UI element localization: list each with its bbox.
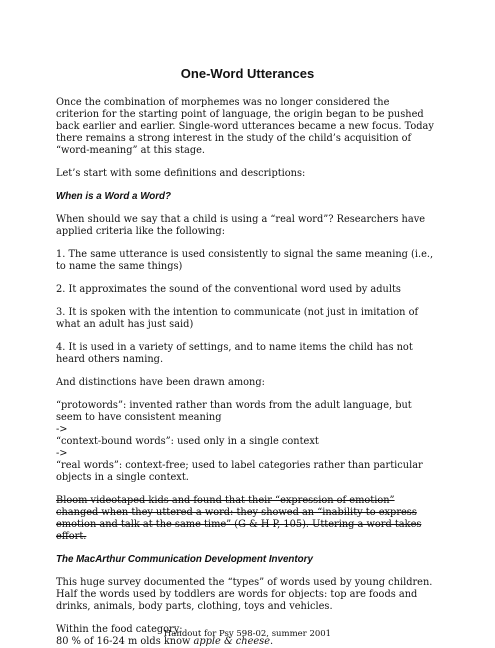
question-paragraph: When should we say that a child is using a “real word”? Researchers have applied criteria like the following:: [56, 214, 426, 237]
document-body: [56, 97, 434, 648]
context-bound-definition: “context-bound words”: used only in a single context: [56, 436, 319, 447]
arrow-1: ->: [56, 424, 68, 435]
survey-paragraph: This huge survey documented the “types” of words used by young children. Half the words used by toddlers are words for objects: top are foods and drinks, animals, body parts, clothing, toys and vehicles.: [56, 577, 433, 612]
food-items: apple & cheese: [193, 636, 270, 647]
intro-paragraph: Once the combination of morphemes was no longer considered the criterion for the starting point of language, the origin began to be pushed back earlier and earlier. Single-word utterances became a new focus. Today there remains a strong interest in the study of the child’s acquisition of “word-meaning” at this stage.: [56, 97, 434, 156]
food-stat-text: 80 % of 16-24 m olds know: [56, 636, 191, 647]
page-footer: Handout for Psy 598-02, summer 2001: [163, 629, 332, 639]
page-title: One-Word Utterances: [180, 66, 315, 81]
real-words-definition: “real words”: context-free; used to label categories rather than particular objects in a single context.: [56, 460, 423, 483]
criterion-1: 1. The same utterance is used consistently to signal the same meaning (i.e., to name the same things): [56, 249, 434, 272]
criterion-4: 4. It is used in a variety of settings, and to name items the child has not heard others naming.: [56, 342, 413, 365]
distinctions-intro: And distinctions have been drawn among:: [56, 377, 265, 388]
section-heading-word: When is a Word a Word?: [56, 191, 172, 202]
food-stat-end: .: [270, 636, 274, 647]
section-heading-macarthur: The MacArthur Communication Development Inventory: [56, 554, 313, 565]
food-category-line: Within the food category:: [56, 624, 183, 635]
lets-start-paragraph: Let’s start with some definitions and descriptions:: [56, 168, 306, 179]
criterion-3: 3. It is spoken with the intention to communicate (not just in imitation of what an adult has just said): [56, 307, 419, 330]
criterion-2: 2. It approximates the sound of the conventional word used by adults: [56, 284, 401, 295]
arrow-2: ->: [56, 448, 68, 459]
bloom-struck-paragraph: Bloom videotaped kids and found that their “expression of emotion” changed when they uttered a word: they showed an “inability to express emotion and talk at the same time” (G & H P, 105). Uttering a word takes effort.: [56, 495, 422, 542]
protowords-definition: “protowords”: invented rather than words from the adult language, but seem to have consistent meaning: [56, 400, 412, 423]
